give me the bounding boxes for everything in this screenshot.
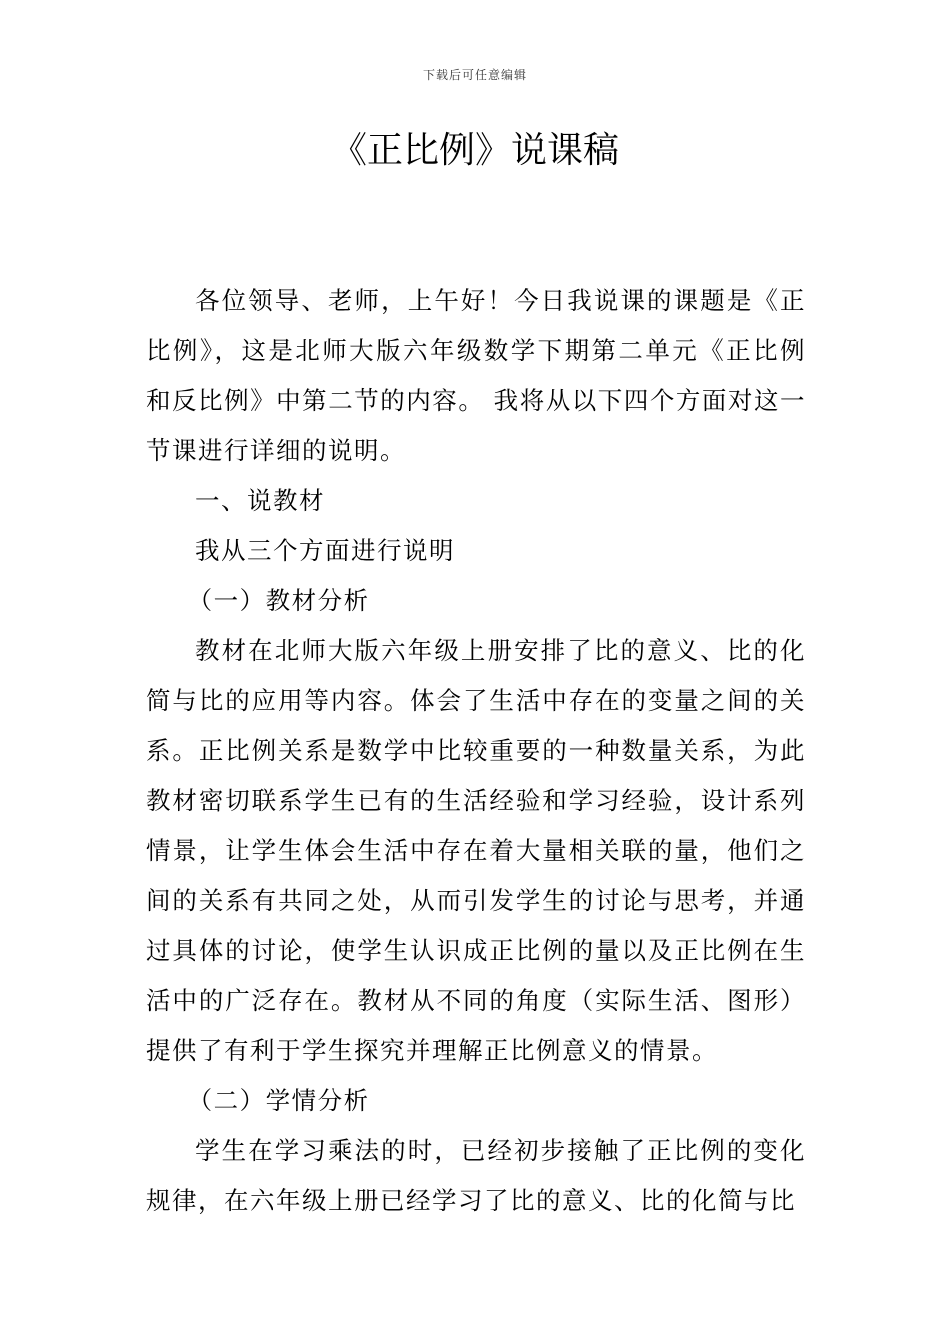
section-heading: 一、说教材	[195, 486, 325, 515]
subsection-heading: （二）学情分析	[187, 1086, 370, 1115]
subsection-heading: （一）教材分析	[187, 586, 370, 615]
document-title: 《正比例》说课稿	[330, 130, 619, 171]
paragraph-text: 我从三个方面进行说明	[195, 536, 455, 565]
header-note: 下载后可任意编辑	[422, 68, 527, 82]
paragraph-intro: 各位领导、老师，上午好！今日我说课的课题是《正比例》，这是北师大版六年级数学下期第二单元《正比例和反比例》中第二节的内容。 我将从以下四个方面对这一节课进行详细的说明。	[146, 286, 806, 465]
paragraph-text: 学生在学习乘法的时，已经初步接触了正比例的变化规律，在六年级上册已经学习了比的意义、比的化简与比	[146, 1136, 806, 1215]
paragraph-text: 教材在北师大版六年级上册安排了比的意义、比的化简与比的应用等内容。体会了生活中存在的变量之间的关系。正比例关系是数学中比较重要的一种数量关系，为此教材密切联系学生已有的生活经验和学习经验，设计系列情景，让学生体会生活中存在着大量相关联的量，他们之间的关系有共同之处，从而引发学生的讨论与思考，并通过具体的讨论，使学生认识成正比例的量以及正比例在生活中的广泛存在。教材从不同的角度（实际生活、图形）提供了有利于学生探究并理解正比例意义的情景。	[146, 636, 806, 1065]
document-body	[146, 276, 806, 1226]
